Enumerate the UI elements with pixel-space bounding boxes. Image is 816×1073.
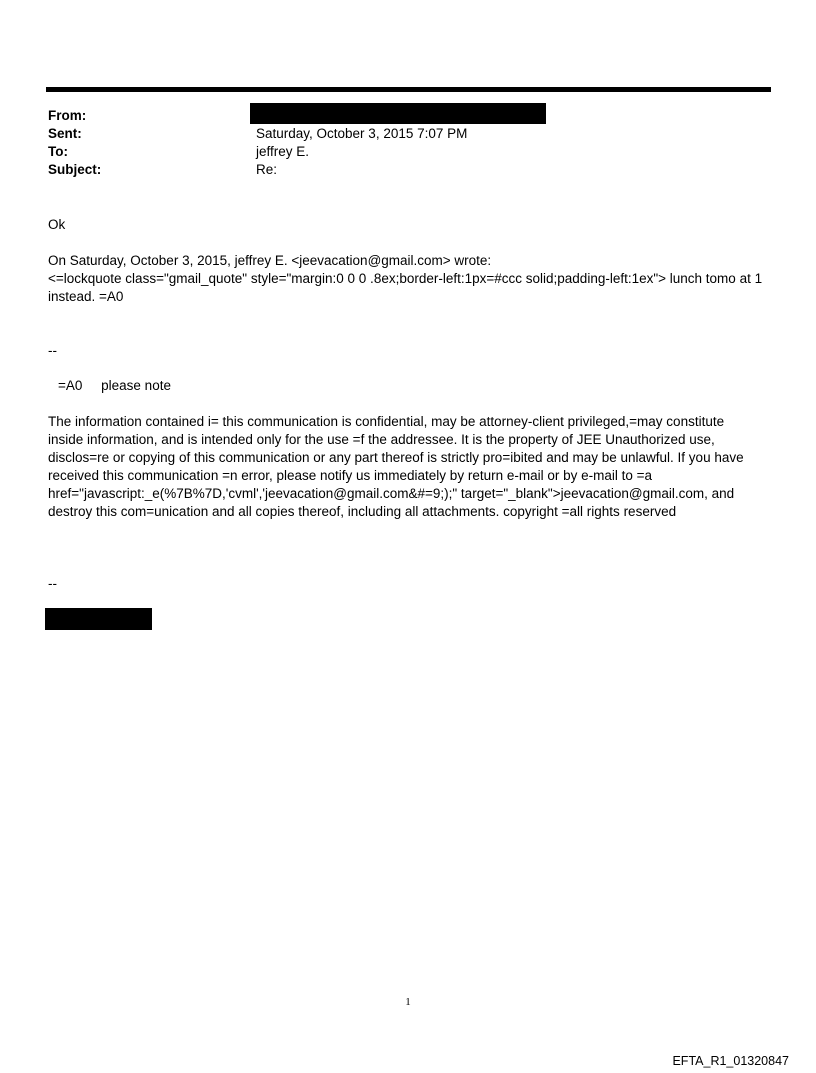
disclaimer-line-2: inside information, and is intended only for the use =f the addressee. It is the property of JEE Unauthorized use, <box>48 432 715 447</box>
sent-value: Saturday, October 3, 2015 7:07 PM <box>256 126 468 141</box>
sent-label: Sent: <box>48 126 82 141</box>
subject-value: Re: <box>256 162 278 177</box>
header-rule <box>46 87 771 92</box>
please-note-line: =A0 please note <box>58 378 171 393</box>
quote-line-2: <=lockquote class="gmail_quote" style="margin:0 0 0 .8ex;border-left:1px=#ccc solid;padding-left:1ex"> lunch tomo at 1 <box>48 271 763 286</box>
page-number: 1 <box>405 996 411 1008</box>
quote-line-3: instead. =A0 <box>48 289 124 304</box>
signature-separator-1: -- <box>48 343 57 358</box>
to-value: jeffrey E. <box>256 144 310 159</box>
disclaimer-line-6: destroy this com=unication and all copies thereof, including all attachments. copyright =all rights reserved <box>48 504 677 519</box>
signature-separator-2: -- <box>48 576 57 591</box>
redacted-signature <box>45 608 152 630</box>
disclaimer-line-1: The information contained i= this communication is confidential, may be attorney-client privileged,=may constitute <box>48 414 725 429</box>
to-label: To: <box>48 144 68 159</box>
reply-text: Ok <box>48 217 66 232</box>
disclaimer-line-4: received this communication =n error, please notify us immediately by return e-mail or by e-mail to =a <box>48 468 653 483</box>
document-id: EFTA_R1_01320847 <box>672 1054 789 1068</box>
disclaimer-line-5: href="javascript:_e(%7B%7D,'cvml','jeevacation@gmail.com&#=9;);" target="_blank">jeevacation@gmail.com, and <box>48 486 735 501</box>
subject-label: Subject: <box>48 162 102 177</box>
redacted-from-address <box>250 103 546 124</box>
disclaimer-line-3: disclos=re or copying of this communication or any part thereof is strictly pro=ibited and may be unlawful. If you have <box>48 450 744 465</box>
quote-intro: On Saturday, October 3, 2015, jeffrey E. <jeevacation@gmail.com> wrote: <box>48 253 492 268</box>
from-label: From: <box>48 108 87 123</box>
